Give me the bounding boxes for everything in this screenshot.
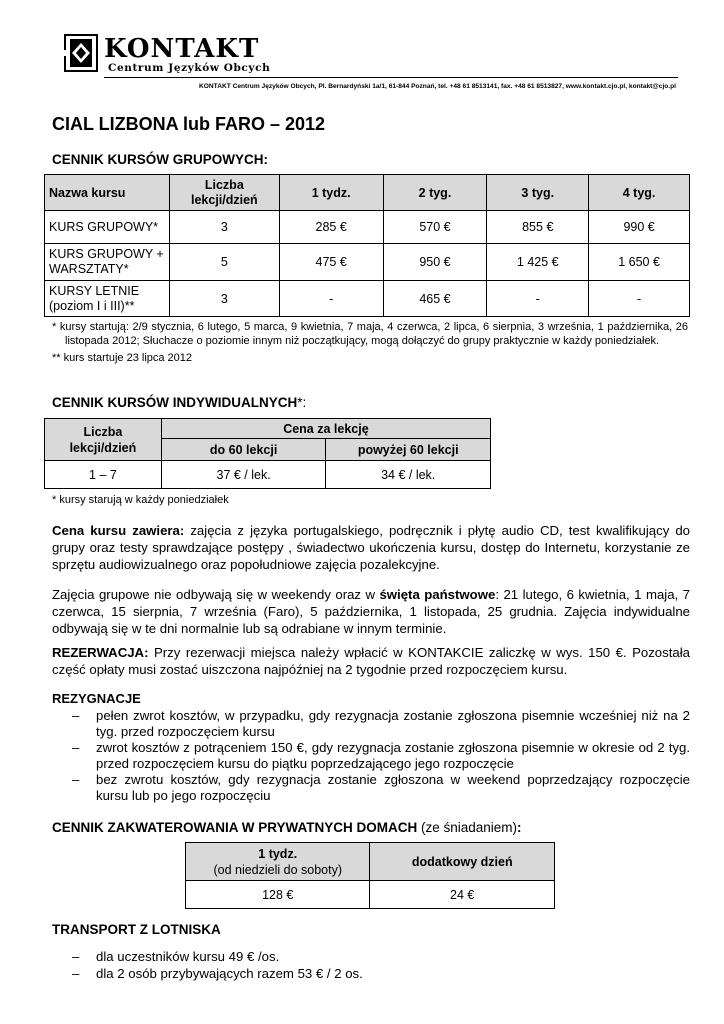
table-row [45, 461, 491, 489]
group-col-2w: 2 tyg. [383, 175, 487, 211]
list-item-text: dla 2 osób przybywających razem 53 € / 2 os. [96, 966, 363, 981]
accommodation-col-week [186, 843, 370, 881]
table-cell: 128 € [186, 881, 370, 909]
individual-price-table [44, 418, 491, 489]
individual-heading [52, 395, 306, 410]
accommodation-col-week-sub: (od niedzieli do soboty) [213, 862, 342, 877]
table-cell: - [279, 281, 383, 317]
accommodation-col-day: dodatkowy dzień [370, 843, 555, 881]
table-cell: KURSY LETNIE (poziom I i III)** [45, 281, 170, 317]
table-row [45, 281, 690, 317]
accommodation-price-table [185, 842, 555, 909]
table-cell: 855 € [487, 211, 589, 244]
dash-bullet: – [72, 966, 80, 981]
reservation-label: REZERWACJA: [52, 645, 149, 660]
table-cell: 37 € / lek. [161, 461, 326, 489]
individual-note: * kursy starują w każdy poniedziałek [52, 494, 229, 506]
list-item [52, 948, 690, 965]
accommodation-heading-colon: : [517, 820, 522, 835]
list-item [52, 708, 690, 740]
table-cell: 1 – 7 [45, 461, 162, 489]
includes-label: Cena kursu zawiera: [52, 523, 185, 538]
list-item-text: pełen zwrot kosztów, w przypadku, gdy rezygnacja zostanie zgłoszona pisemnie wcześniej niż na 2 tyg. przed rozpoczęciem kursu [96, 708, 690, 739]
includes-paragraph [52, 522, 690, 573]
table-cell: 990 € [589, 211, 690, 244]
group-notes [52, 320, 688, 365]
page-title: CIAL LIZBONA lub FARO – 2012 [52, 114, 326, 134]
table-row [186, 881, 555, 909]
group-col-lessons: Liczba lekcji/dzień [169, 175, 279, 211]
holidays-bold: święta państwowe [379, 587, 496, 602]
table-cell: 1 650 € [589, 244, 690, 281]
individual-heading-text: CENNIK KURSÓW INDYWIDUALNYCH [52, 395, 298, 410]
list-item-text: dla uczestników kursu 49 € /os. [96, 949, 280, 964]
holidays-post: : 21 lutego, 6 kwietnia, 1 maja, 7 czerwca, 15 sierpnia, 7 września (Faro), 5 października, 1 listopada, 25 grudnia. Zajęcia indywidualne odbywają się w te dni normalnie lub są odrabiane w innym terminie. [52, 587, 691, 636]
accommodation-col-week-label: 1 tydz. [258, 846, 298, 861]
dash-bullet: – [72, 740, 80, 755]
includes-text: zajęcia z języka portugalskiego, podręcznik i płytę audio CD, test kwalifikujący do grupy oraz testy sprawdzające postępy , świadectwo ukończenia kursu, dostęp do Internetu, korzystanie ze sprzętu audiowizualnego oraz popołudniowe zajęcia pozalekcyjne. [52, 523, 691, 572]
header-contact: KONTAKT Centrum Języków Obcych, Pl. Bernardyński 1a/1, 61-844 Poznań, tel. +48 61 8513141, fax. +48 61 8513827, www.kontakt.cjo.pl, kontakt@cjo.pl [199, 83, 676, 90]
group-heading: CENNIK KURSÓW GRUPOWYCH: [52, 152, 268, 167]
resignation-list [52, 708, 690, 804]
table-cell: 34 € / lek. [326, 461, 491, 489]
table-cell: KURS GRUPOWY* [45, 211, 170, 244]
table-cell: 465 € [383, 281, 487, 317]
group-note-2: ** kurs startuje 23 lipca 2012 [52, 352, 193, 364]
table-cell: 475 € [279, 244, 383, 281]
accommodation-heading [52, 820, 522, 835]
individual-col-price: Cena za lekcję [161, 419, 490, 439]
group-col-1w: 1 tydz. [279, 175, 383, 211]
table-cell: 1 425 € [487, 244, 589, 281]
individual-col-lessons: Liczba lekcji/dzień [45, 419, 162, 461]
reservation-text: Przy rezerwacji miejsca należy wpłacić w KONTAKCIE zaliczkę w wys. 150 €. Pozostała część opłaty musi zostać uiszczona najpóźniej na 2 tygodnie przed rozpoczęciem kursu. [52, 645, 690, 677]
table-cell: 570 € [383, 211, 487, 244]
brand-name: KONTAKT [104, 34, 260, 64]
dash-bullet: – [72, 708, 80, 723]
accommodation-heading-suffix: (ze śniadaniem) [417, 820, 518, 835]
individual-col-over60: powyżej 60 lekcji [326, 439, 491, 461]
table-cell: 24 € [370, 881, 555, 909]
table-cell: 3 [169, 281, 279, 317]
accommodation-heading-text: CENNIK ZAKWATEROWANIA W PRYWATNYCH DOMACH [52, 820, 418, 835]
header-divider [104, 77, 678, 78]
group-note-1: * kursy startują: 2/9 stycznia, 6 lutego, 5 marca, 9 kwietnia, 7 maja, 4 czerwca, 2 lipca, 6 sierpnia, 3 września, 1 października, 26 listopada 2012; Słuchacze o poziomie innym niż początkujący, mogą dołączyć do grupy praktycznie w każdy poniedziałek. [52, 321, 688, 347]
list-item-text: bez zwrotu kosztów, gdy rezygnacja zostanie zgłoszona w weekend poprzedzający rozpoczęcie kursu lub po jego rozpoczęciu [96, 772, 690, 803]
transport-list [52, 948, 690, 982]
table-cell: 3 [169, 211, 279, 244]
kontakt-logo-icon [64, 34, 98, 72]
table-cell: 5 [169, 244, 279, 281]
table-cell: 950 € [383, 244, 487, 281]
group-col-4w: 4 tyg. [589, 175, 690, 211]
table-cell: - [589, 281, 690, 317]
dash-bullet: – [72, 949, 80, 964]
list-item [52, 965, 690, 982]
table-cell: - [487, 281, 589, 317]
individual-heading-suffix: *: [297, 395, 307, 410]
group-col-3w: 3 tyg. [487, 175, 589, 211]
individual-col-under60: do 60 lekcji [161, 439, 326, 461]
transport-heading: TRANSPORT Z LOTNISKA [52, 922, 221, 937]
table-cell: 285 € [279, 211, 383, 244]
group-price-table [44, 174, 690, 317]
table-row [45, 244, 690, 281]
brand-subtitle: Centrum Języków Obcych [108, 62, 271, 74]
resignation-heading: REZYGNACJE [52, 691, 141, 706]
table-row [45, 211, 690, 244]
list-item [52, 740, 690, 772]
group-col-name: Nazwa kursu [45, 175, 170, 211]
table-cell: KURS GRUPOWY + WARSZTATY* [45, 244, 170, 281]
list-item-text: zwrot kosztów z potrąceniem 150 €, gdy rezygnacja zostanie zgłoszona pisemnie w okresie od 2 tyg. przed rozpoczęciem kursu do piątku poprzedzającego jego rozpoczęcie [96, 740, 690, 771]
dash-bullet: – [72, 772, 80, 787]
list-item [52, 772, 690, 804]
holidays-pre: Zajęcia grupowe nie odbywają się w weekendy oraz w [52, 587, 380, 602]
holidays-paragraph [52, 586, 690, 637]
reservation-paragraph [52, 644, 690, 678]
